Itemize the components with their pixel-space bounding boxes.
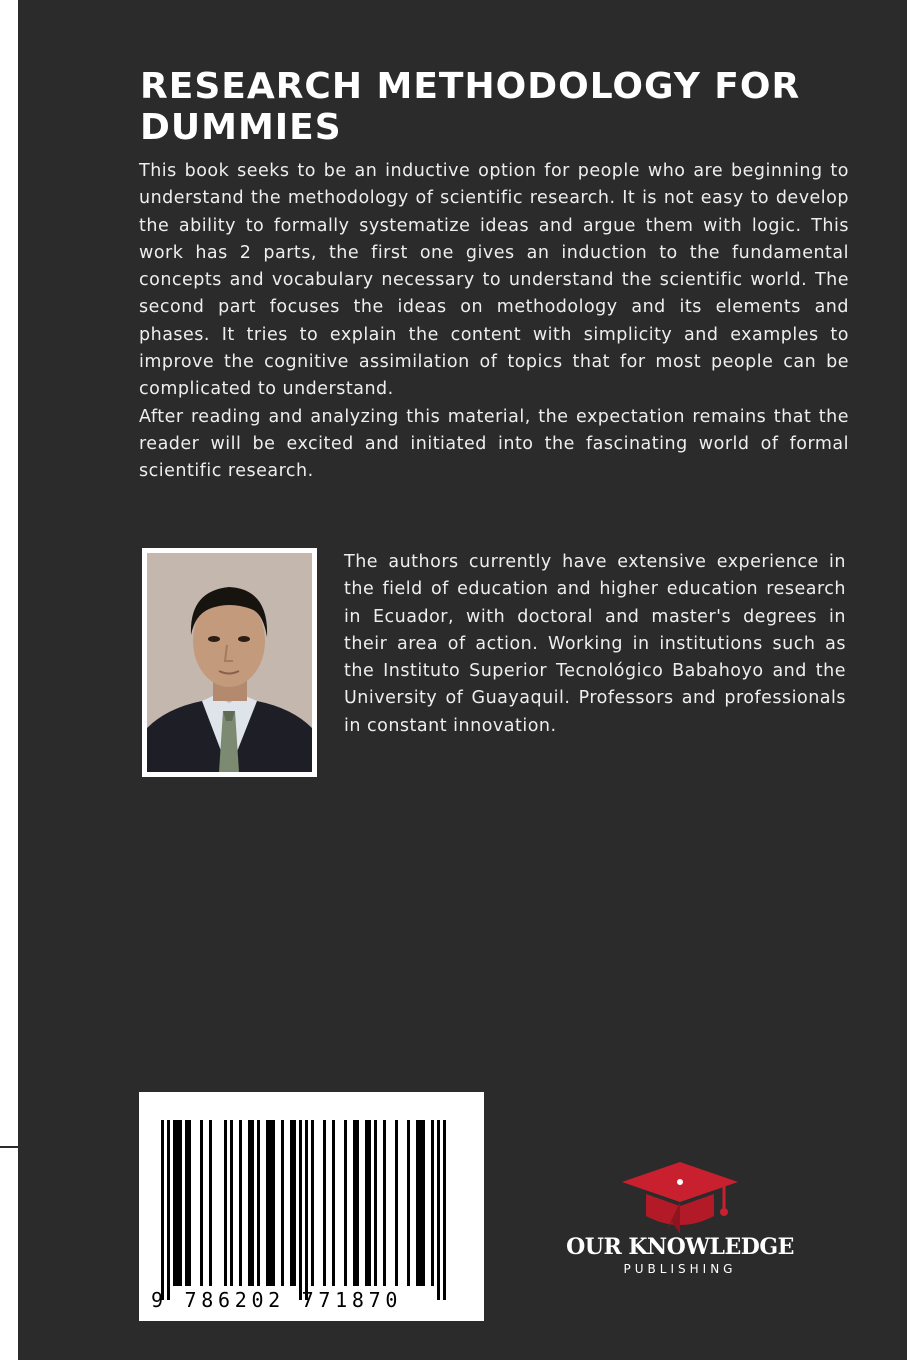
description-paragraph-1: This book seeks to be an inductive option for people who are beginning to understand the methodology of scientific research. It is not easy to develop the ability to formally systematize ideas and argue them with logic. This work has 2 parts, the first one gives an induction to the fundamental concepts and vocabulary necessary to understand the scientific world. The second part focuses the ideas on methodology and its elements and phases. It tries to explain the content with simplicity and examples to improve the cognitive assimilation of topics that for most people can be complicated to understand. xyxy=(139,161,849,400)
publisher-subtitle: PUBLISHING xyxy=(623,1262,737,1276)
book-description xyxy=(139,158,849,486)
barcode-bar xyxy=(344,1120,347,1286)
barcode-bar xyxy=(323,1120,326,1286)
barcode-bar xyxy=(239,1120,242,1286)
barcode-bar xyxy=(305,1120,308,1300)
description-paragraph-2: After reading and analyzing this material, the expectation remains that the reader will be excited and initiated into the fascinating world of formal scientific research. xyxy=(139,406,849,482)
barcode-bar xyxy=(374,1120,377,1286)
barcode-bar xyxy=(431,1120,434,1286)
barcode-bar xyxy=(272,1120,275,1286)
barcode-bar xyxy=(248,1120,251,1286)
barcode-bar xyxy=(365,1120,368,1286)
barcode-bar xyxy=(311,1120,314,1286)
barcode-bar xyxy=(200,1120,203,1286)
author-bio: The authors currently have extensive experience in the field of education and higher education research in Ecuador, with doctoral and master's degrees in their area of action. Working in institutions such as the Instituto Superior Tecnológico Babahoyo and the University of Guayaquil. Professors and professionals in constant innovation. xyxy=(344,552,846,736)
isbn-barcode xyxy=(139,1092,484,1321)
barcode-bar xyxy=(407,1120,410,1286)
barcode-bar xyxy=(224,1120,227,1286)
barcode-bar xyxy=(179,1120,182,1286)
barcode-bar xyxy=(173,1120,176,1286)
barcode-bar xyxy=(293,1120,296,1286)
barcode-bar xyxy=(290,1120,293,1286)
barcode-bar xyxy=(257,1120,260,1286)
publisher-logo xyxy=(560,1158,800,1283)
barcode-bars xyxy=(139,1092,484,1321)
barcode-bar xyxy=(395,1120,398,1286)
barcode-bar xyxy=(251,1120,254,1286)
barcode-bar xyxy=(161,1120,164,1300)
publisher-name: OUR KNOWLEDGE xyxy=(566,1234,794,1260)
barcode-bar xyxy=(269,1120,272,1286)
barcode-bar xyxy=(299,1120,302,1300)
barcode-bar xyxy=(356,1120,359,1286)
barcode-bar xyxy=(209,1120,212,1286)
barcode-bar xyxy=(332,1120,335,1286)
barcode-bar xyxy=(167,1120,170,1300)
edge-mark xyxy=(0,1146,18,1148)
barcode-bar xyxy=(422,1120,425,1286)
barcode-bar xyxy=(419,1120,422,1286)
isbn-number: 9 786202 771870 xyxy=(151,1288,403,1312)
barcode-bar xyxy=(368,1120,371,1286)
author-portrait-image xyxy=(147,553,312,772)
book-title: RESEARCH METHODOLOGY FOR DUMMIES xyxy=(140,66,801,148)
barcode-bar xyxy=(383,1120,386,1286)
barcode-bar xyxy=(353,1120,356,1286)
barcode-bar xyxy=(188,1120,191,1286)
barcode-bar xyxy=(185,1120,188,1286)
barcode-bar xyxy=(416,1120,419,1286)
barcode-bar xyxy=(176,1120,179,1286)
barcode-bar xyxy=(230,1120,233,1286)
author-photo xyxy=(142,548,317,777)
barcode-bar xyxy=(437,1120,440,1300)
barcode-bar xyxy=(281,1120,284,1286)
barcode-bar xyxy=(266,1120,269,1286)
graduation-cap-icon xyxy=(618,1158,742,1234)
barcode-bar xyxy=(443,1120,446,1300)
